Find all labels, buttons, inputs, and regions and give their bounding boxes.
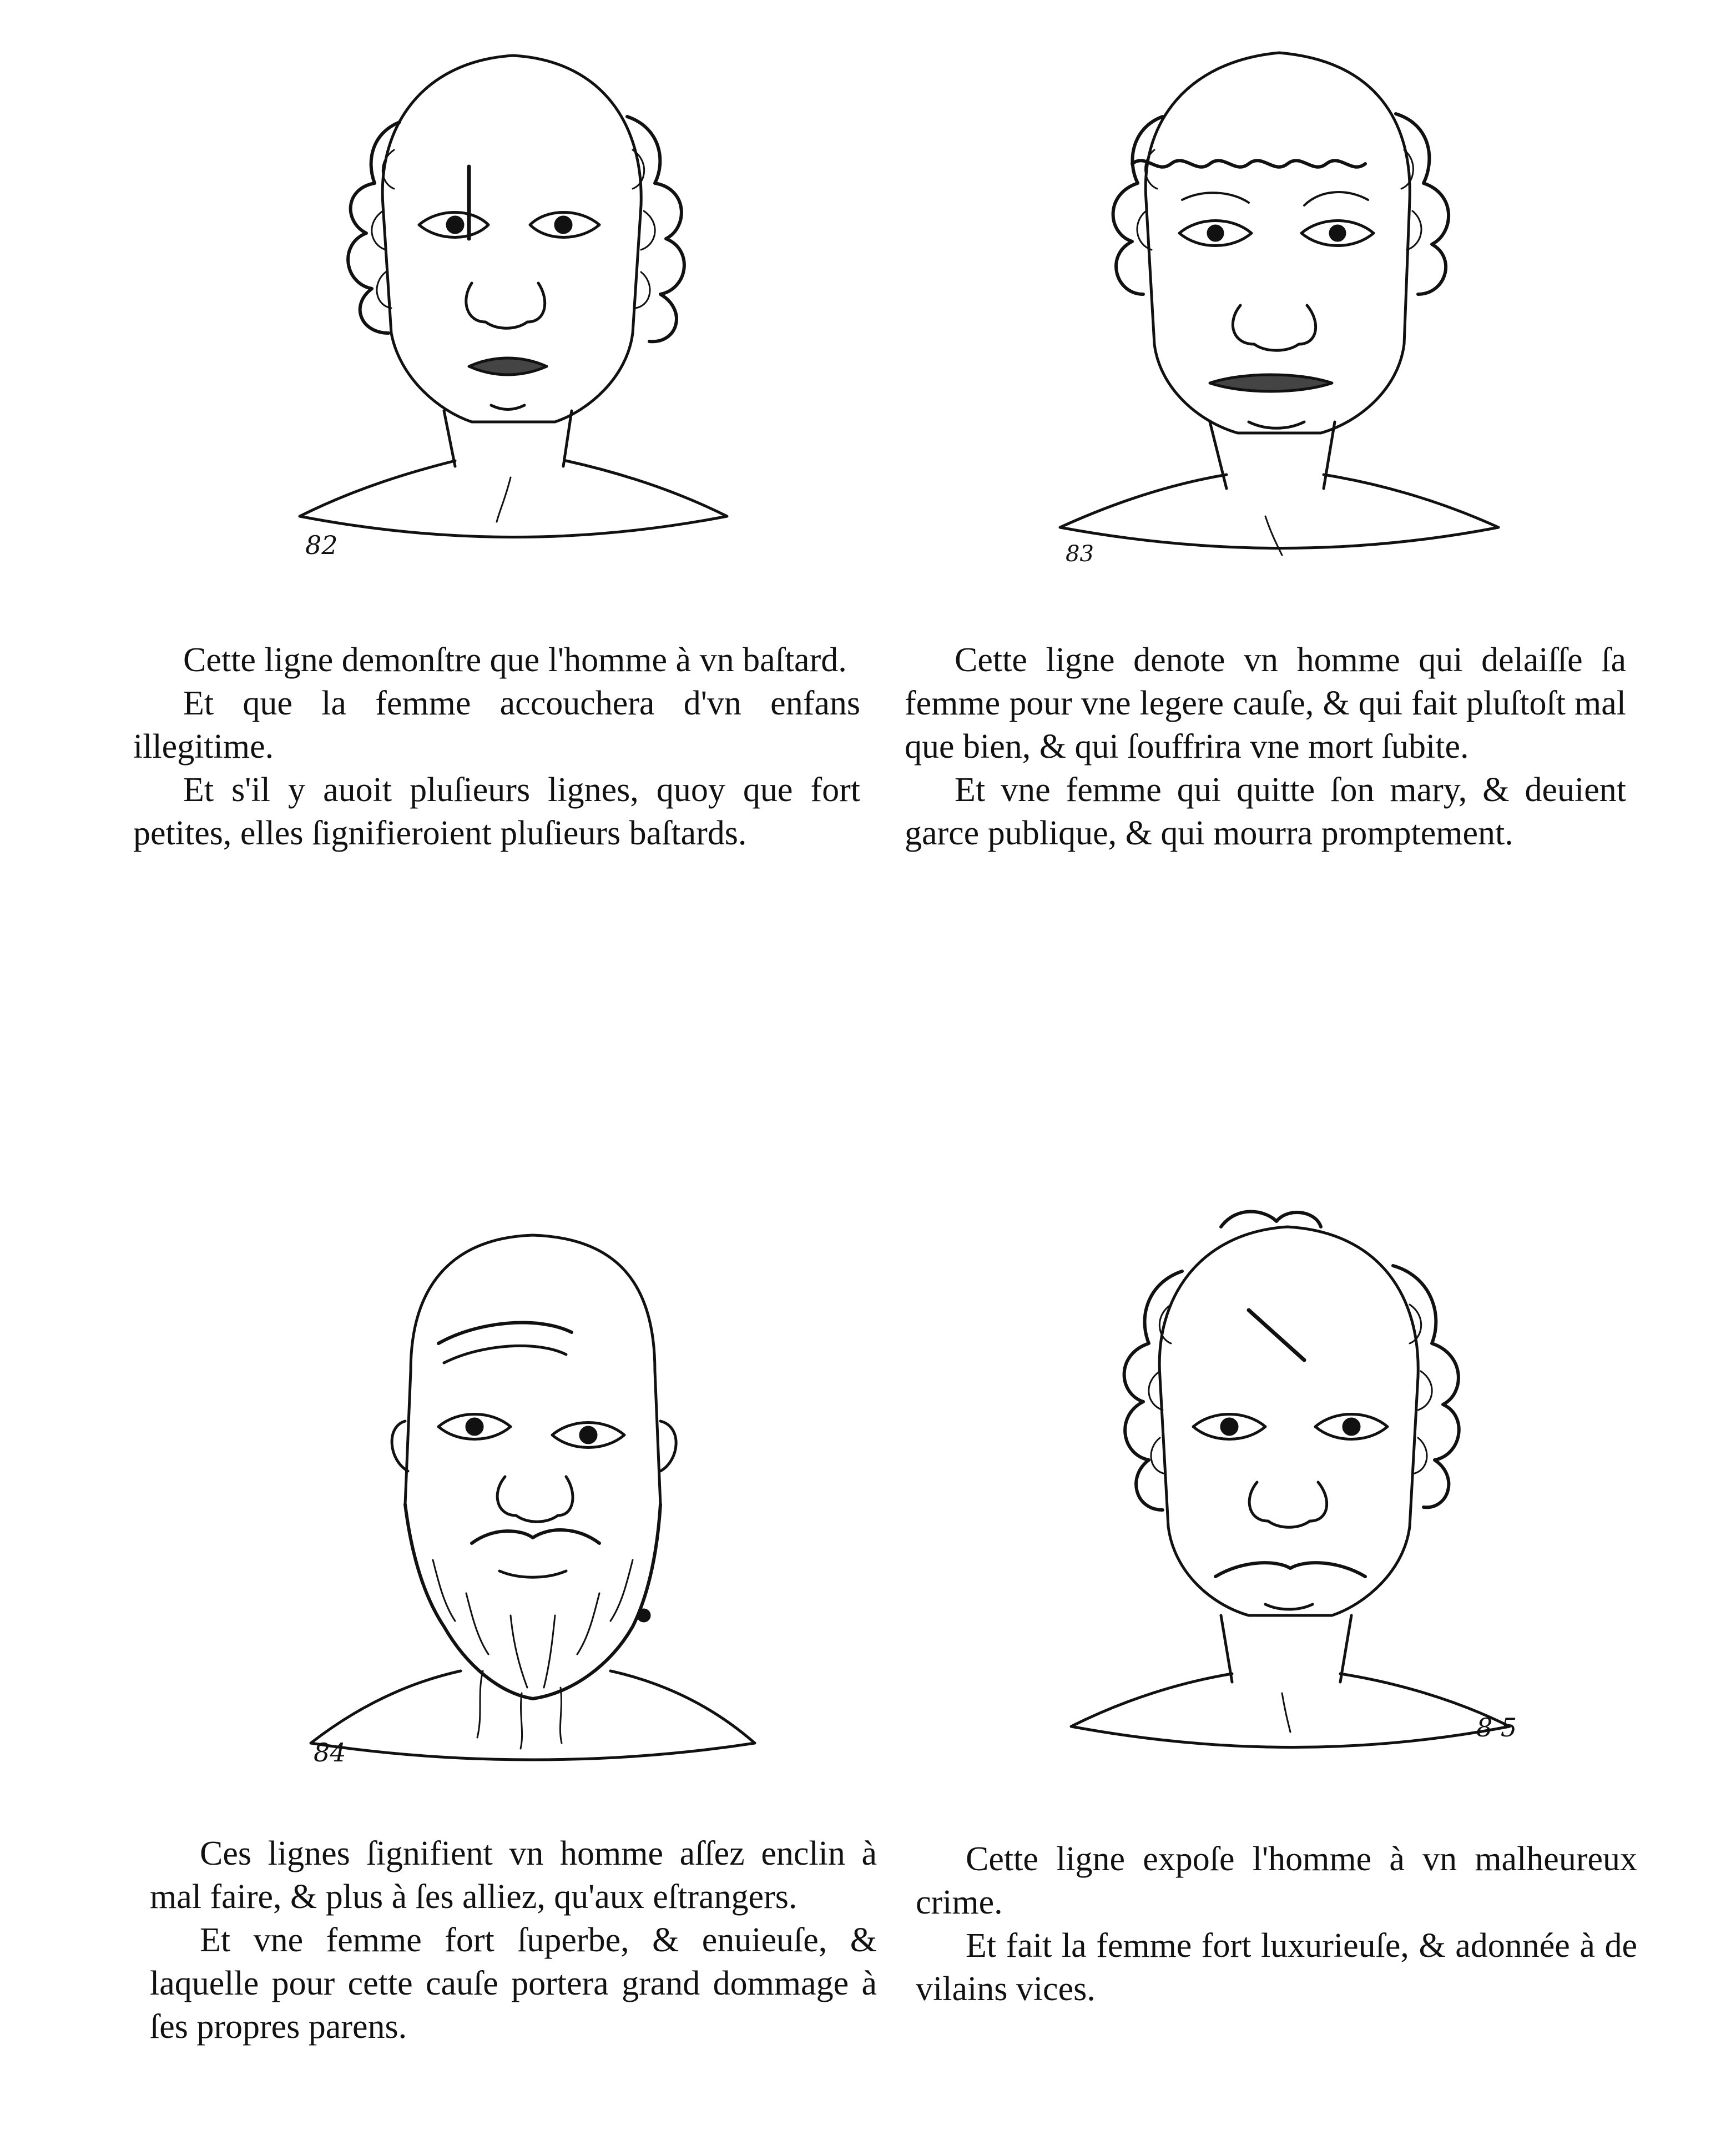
figure-number: 82 <box>305 530 338 560</box>
portrait-84 <box>300 1216 766 1771</box>
caption-paragraph: Ces lignes ſignifient vn homme aſſez enclin à mal faire, & plus à ſes alliez, qu'aux eſtrangers. <box>150 1835 877 1916</box>
portrait-83 <box>1043 22 1515 566</box>
caption-84 <box>150 1832 877 2048</box>
figure-number: 83 <box>1066 541 1094 567</box>
figure-number: 8 5 <box>1476 1713 1517 1743</box>
caption-paragraph: Et vne femme qui quitte ſon mary, & deuient garce publique, & qui mourra promptement. <box>905 771 1626 852</box>
caption-paragraph: Et que la femme accouchera d'vn enfans illegitime. <box>133 684 860 766</box>
caption-83 <box>905 638 1626 855</box>
portrait-85 <box>1054 1194 1526 1765</box>
caption-85 <box>916 1837 1637 2011</box>
figure-number: 84 <box>314 1738 346 1768</box>
portrait-82 <box>277 22 749 560</box>
caption-paragraph: Cette ligne denote vn homme qui delaiſſe ſa femme pour vne legere cauſe, & qui fait pluſtoſt mal que bien, & qui ſouffrira vne mort ſubite. <box>905 641 1626 766</box>
caption-paragraph: Et fait la femme fort luxurieuſe, & adonnée à de vilains vices. <box>916 1927 1637 2008</box>
caption-paragraph: Cette ligne expoſe l'homme à vn malheureux crime. <box>916 1840 1637 1921</box>
caption-paragraph: Et vne femme fort ſuperbe, & enuieuſe, & laquelle pour cette cauſe portera grand dommage à ſes propres parens. <box>150 1921 877 2046</box>
caption-paragraph: Et s'il y auoit pluſieurs lignes, quoy que fort petites, elles ſignifieroient pluſieurs baſtards. <box>133 771 860 852</box>
caption-82 <box>133 638 860 855</box>
caption-paragraph: Cette ligne demonſtre que l'homme à vn baſtard. <box>183 641 847 679</box>
